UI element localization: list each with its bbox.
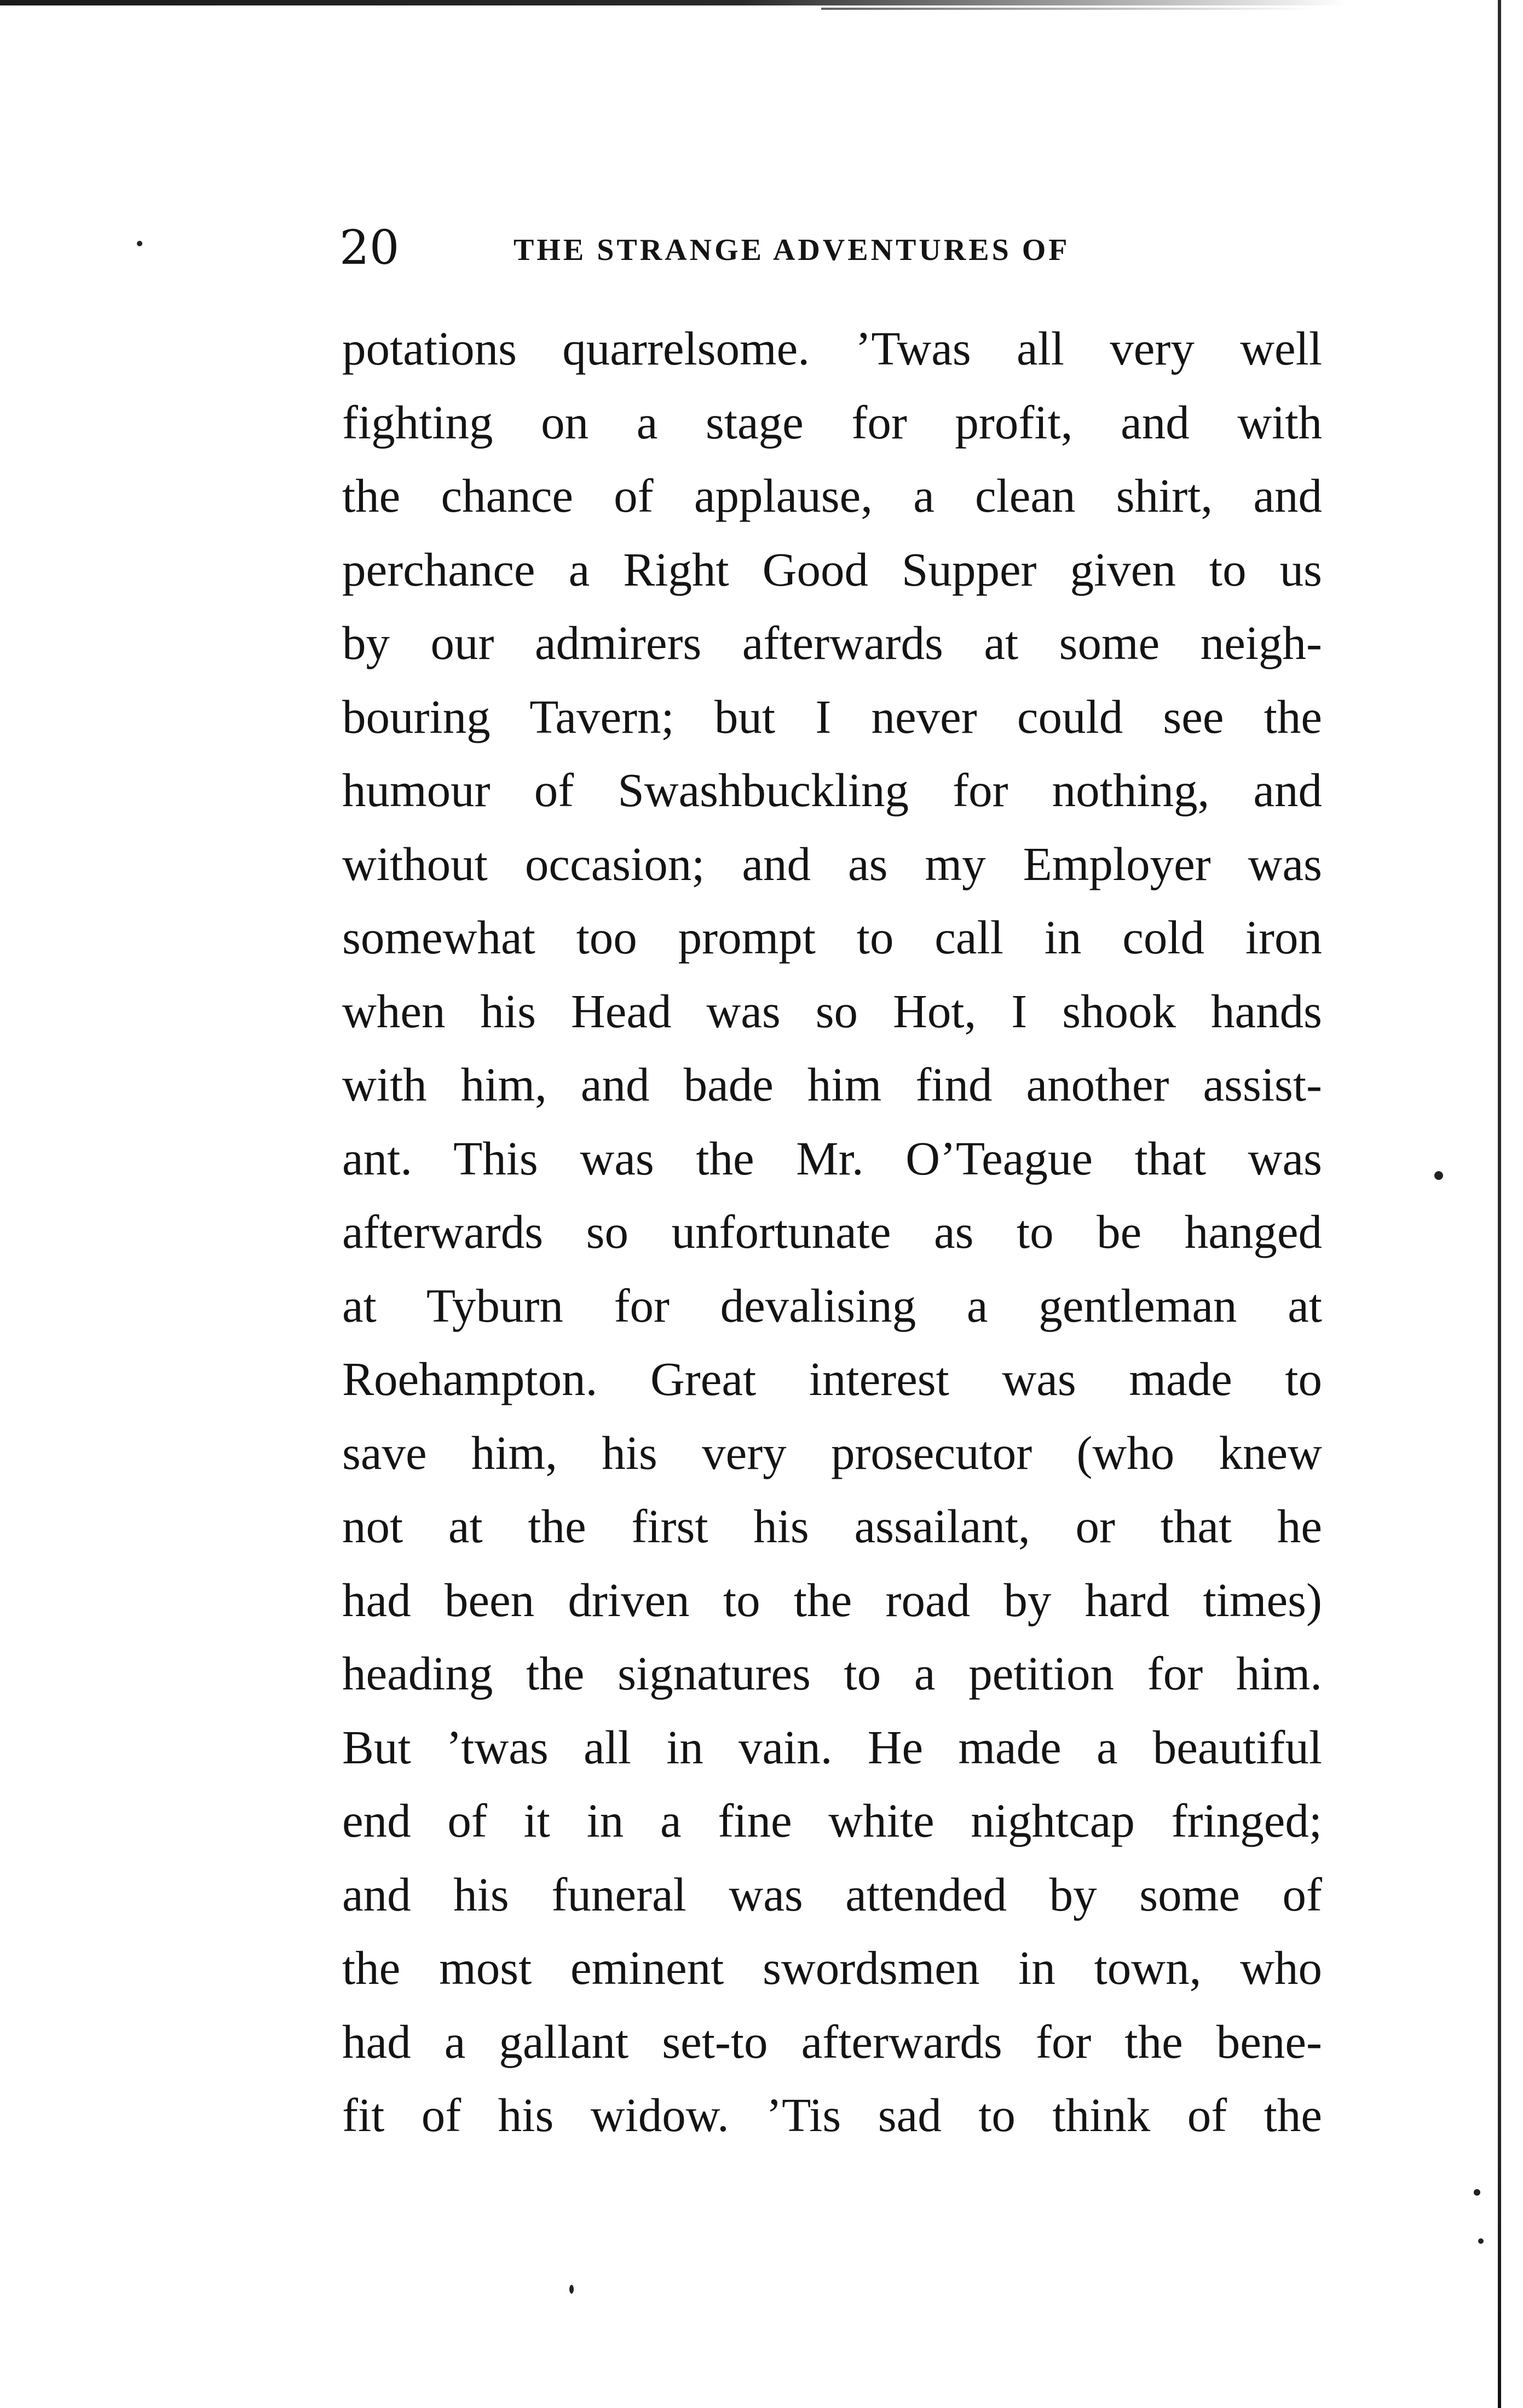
- body-text: [342, 312, 1322, 2152]
- running-title: THE STRANGE ADVENTURES OF: [514, 233, 1070, 267]
- scan-speck: [137, 241, 142, 246]
- scan-top-rule: [0, 0, 1347, 5]
- text-line: potations quarrelsome. ’Twas all very well: [342, 322, 1322, 375]
- text-line: the most eminent swordsmen in town, who: [342, 1941, 1322, 1994]
- page-number: 20: [339, 221, 400, 275]
- text-line: by our admirers afterwards at some neigh-: [342, 616, 1322, 669]
- text-line: when his Head was so Hot, I shook hands: [342, 984, 1322, 1038]
- text-line: end of it in a fine white nightcap fringed;: [342, 1794, 1322, 1847]
- text-line: had a gallant set-to afterwards for the bene-: [342, 2015, 1322, 2068]
- scan-speck: [1474, 2189, 1480, 2196]
- text-line: Roehampton. Great interest was made to: [342, 1352, 1322, 1405]
- text-line: with him, and bade him find another assist-: [342, 1058, 1322, 1111]
- text-line: somewhat too prompt to call in cold iron: [342, 911, 1322, 964]
- scan-speck: [569, 2285, 574, 2294]
- text-line: at Tyburn for devalising a gentleman at: [342, 1278, 1322, 1332]
- text-line: humour of Swashbuckling for nothing, and: [342, 763, 1322, 817]
- text-line: bouring Tavern; but I never could see the: [342, 690, 1322, 743]
- scan-top-rule-thin: [821, 8, 1314, 10]
- text-line: without occasion; and as my Employer was: [342, 837, 1322, 890]
- text-line: perchance a Right Good Supper given to us: [342, 542, 1322, 596]
- text-line: and his funeral was attended by some of: [342, 1867, 1322, 1921]
- running-head: [339, 218, 1325, 278]
- text-line: save him, his very prosecutor (who knew: [342, 1426, 1322, 1479]
- text-line: heading the signatures to a petition for him.: [342, 1647, 1322, 1700]
- scan-edge-rule: [1498, 0, 1501, 2408]
- text-line: not at the first his assailant, or that he: [342, 1500, 1322, 1553]
- text-line: fit of his widow. ’Tis sad to think of the: [342, 2088, 1322, 2141]
- text-line: But ’twas all in vain. He made a beautiful: [342, 1720, 1322, 1774]
- text-line: the chance of applause, a clean shirt, and: [342, 469, 1322, 522]
- scan-speck: [1434, 1171, 1443, 1180]
- text-line: fighting on a stage for profit, and with: [342, 395, 1322, 449]
- text-line: ant. This was the Mr. O’Teague that was: [342, 1131, 1322, 1185]
- scan-speck: [1478, 2238, 1484, 2244]
- text-line: had been driven to the road by hard times): [342, 1573, 1322, 1626]
- text-line: afterwards so unfortunate as to be hanged: [342, 1205, 1322, 1258]
